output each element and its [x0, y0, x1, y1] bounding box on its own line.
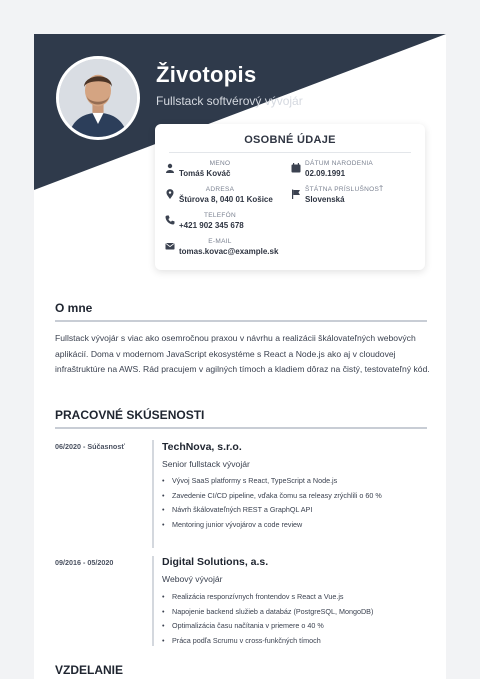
page-subtitle: Fullstack softvérový vývojár: [156, 94, 303, 108]
list-item: • Napojenie backend služieb a databáz (PostgreSQL, MongoDB): [162, 606, 432, 617]
field-label: DÁTUM NARODENIA: [305, 160, 374, 167]
flag-icon: [291, 189, 301, 199]
list-item: • Mentoring junior vývojárov a code review: [162, 519, 432, 530]
section-title-about: O mne: [55, 301, 93, 315]
list-item: • Zavedenie CI/CD pipeline, vďaka čomu sa releasy zrýchlili o 60 %: [162, 490, 432, 501]
field-value: 02.09.1991: [305, 169, 346, 178]
page-title: Životopis: [156, 62, 257, 87]
job-date: 06/2020 - Súčasnosť: [55, 442, 125, 451]
section-title-experience: PRACOVNÉ SKÚSENOSTI: [55, 408, 205, 422]
job-bullets: [162, 591, 432, 649]
list-item: • Návrh škálovateľných REST a GraphQL API: [162, 504, 432, 515]
section-title-education: VZDELANIE: [55, 663, 124, 677]
field-value: tomas.kovac@example.sk: [179, 247, 279, 256]
field-label: ŠTÁTNA PRÍSLUŠNOSŤ: [305, 186, 384, 193]
list-item: • Optimalizácia času načítania v priemere o 40 %: [162, 620, 432, 631]
job-company: TechNova, s.r.o.: [162, 441, 242, 453]
job-company: Digital Solutions, a.s.: [162, 556, 269, 568]
profile-photo: [56, 56, 140, 140]
timeline-line: [152, 556, 154, 646]
list-item: • Vývoj SaaS platformy s React, TypeScript a Node.js: [162, 475, 432, 486]
field-label: E-MAIL: [208, 238, 232, 245]
field-value: Tomáš Kováč: [179, 169, 231, 178]
divider: [169, 152, 411, 153]
field-label: MENO: [209, 160, 231, 167]
cv-page: [34, 34, 446, 679]
field-label: ADRESA: [205, 186, 235, 193]
timeline-line: [152, 440, 154, 548]
person-avatar-icon: [59, 59, 137, 137]
section-divider: [55, 320, 427, 322]
list-item: • Realizácia responzívnych frontendov s React a Vue.js: [162, 591, 432, 602]
section-divider: [55, 427, 427, 429]
job-bullets: [162, 475, 432, 533]
list-item: • Práca podľa Scrumu v cross-funkčných tímoch: [162, 635, 432, 646]
job-role: Senior fullstack vývojár: [162, 459, 250, 469]
calendar-icon: [291, 163, 301, 173]
about-text: Fullstack vývojár s viac ako osemročnou praxou v návrhu a realizácii škálovateľných webových aplikácií. Doma v modernom JavaScript ekosystéme s React a Node.js ako aj v cloudovej infraštruktúre na AWS. Rád pracujem v agilných tímoch a kladiem dôraz na čistý, testovateľný kód.: [55, 333, 430, 375]
field-value: Slovenská: [305, 195, 345, 204]
field-value: +421 902 345 678: [179, 221, 244, 230]
job-role: Webový vývojár: [162, 574, 223, 584]
field-value: Štúrova 8, 040 01 Košice: [179, 195, 273, 204]
personal-info-card: [155, 124, 425, 270]
field-label: TELEFÓN: [203, 212, 237, 219]
job-date: 09/2016 - 05/2020: [55, 558, 114, 567]
personal-info-title: OSOBNÉ ÚDAJE: [244, 134, 336, 146]
